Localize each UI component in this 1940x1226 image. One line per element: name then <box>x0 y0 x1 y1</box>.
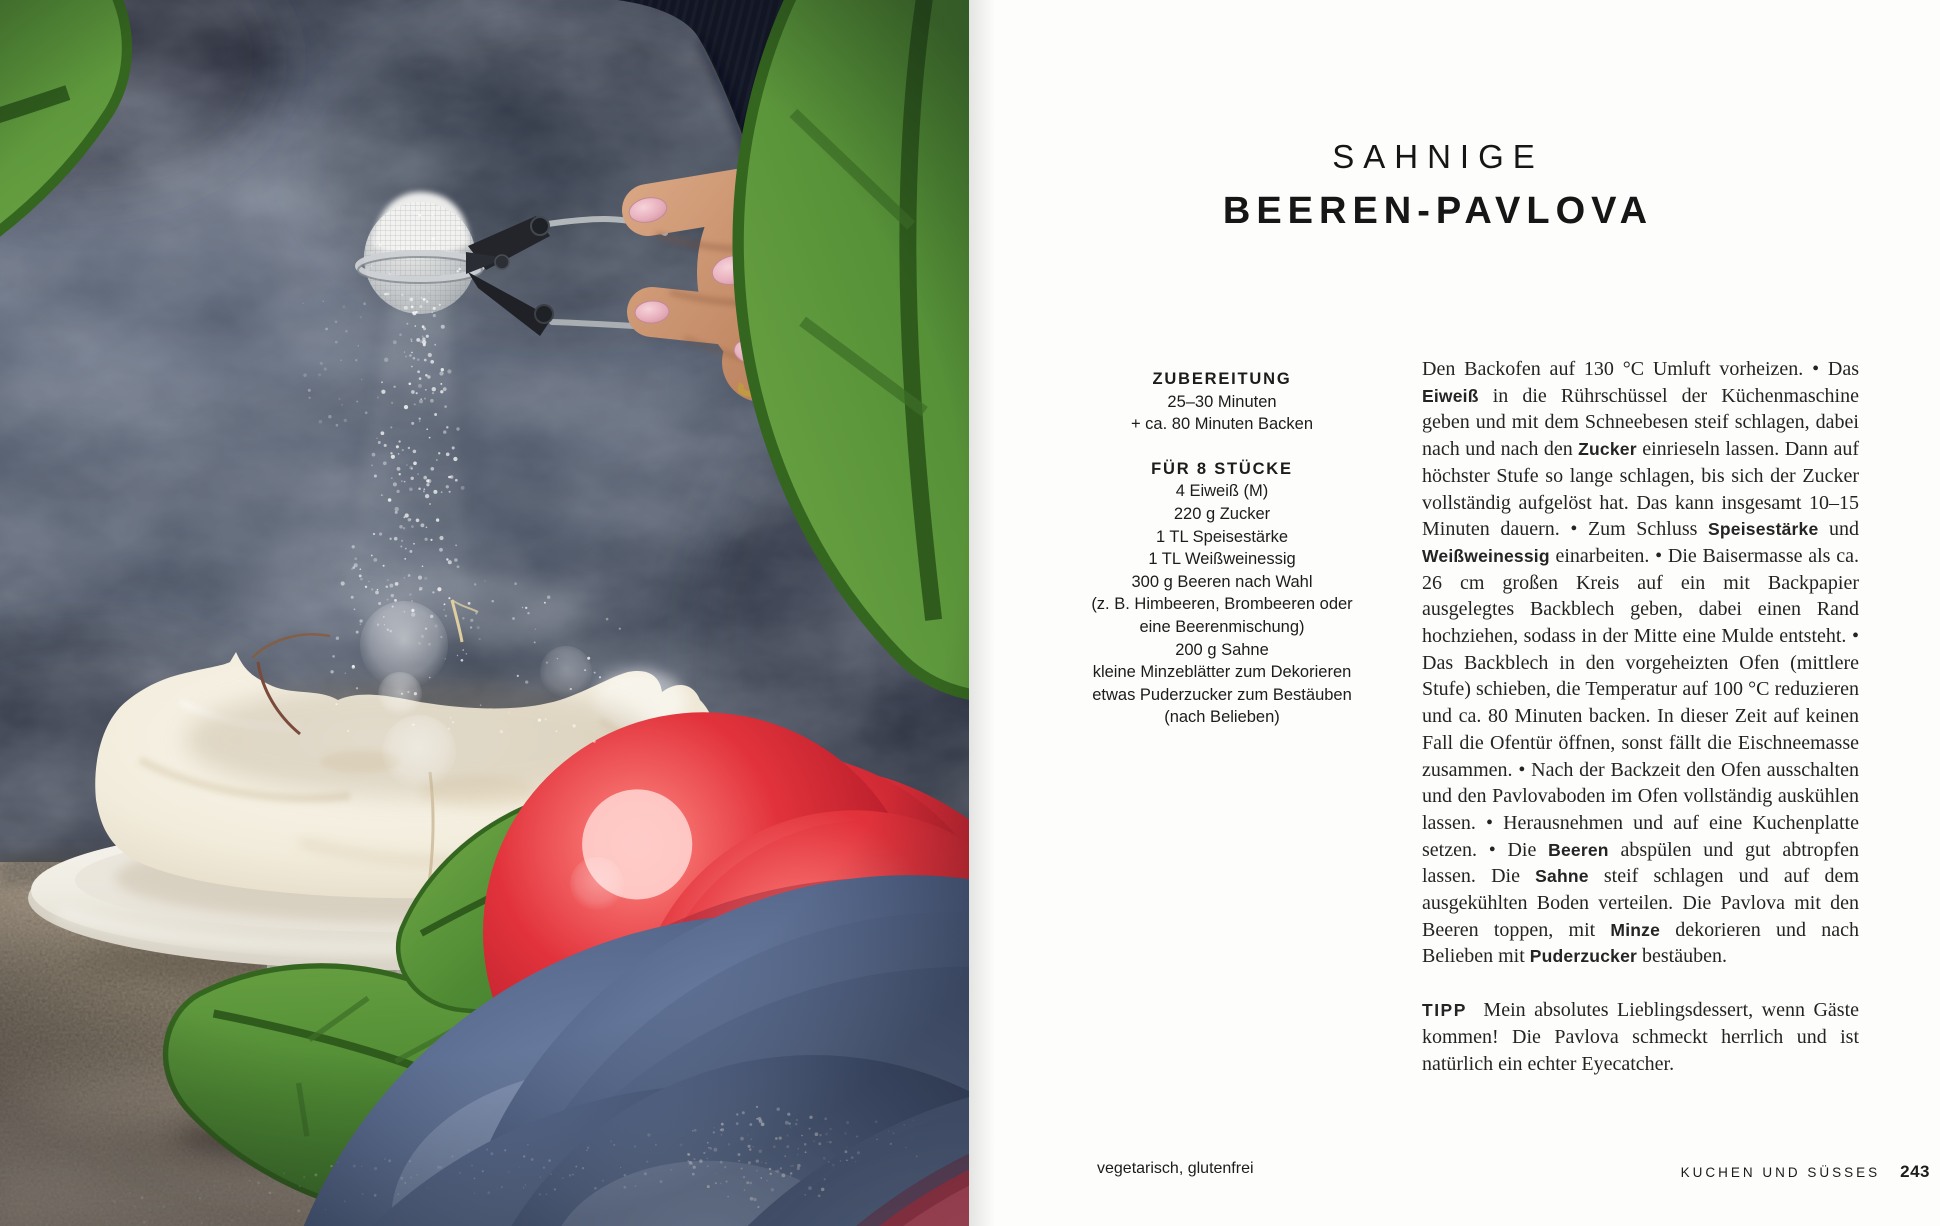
ingredient-line: 300 g Beeren nach Wahl <box>1131 572 1313 591</box>
ingredient-line: 4 Eiweiß (M) <box>1175 482 1269 501</box>
diet-labels: vegetarisch, glutenfrei <box>1097 1160 1254 1177</box>
ingredient-line: 1 TL Weißweinessig <box>1148 550 1296 569</box>
ingredient-line: 1 TL Speisestärke <box>1155 527 1289 546</box>
chapter-footer <box>1681 1162 1930 1182</box>
page-number: 243 <box>1900 1162 1930 1181</box>
instructions-column <box>1422 356 1859 1077</box>
chapter-label: KUCHEN UND SÜSSES <box>1680 1165 1881 1180</box>
ingredient-line: eine Beerenmischung) <box>1139 617 1305 636</box>
ingredient-line: etwas Puderzucker zum Bestäuben <box>1092 685 1352 704</box>
recipe-title: BEEREN-PAVLOVA <box>1222 190 1654 232</box>
pavlova-photo-svg <box>0 0 969 1226</box>
ingredient-line: 220 g Zucker <box>1173 504 1271 523</box>
servings-heading: FÜR 8 STÜCKE <box>1151 459 1293 478</box>
page-gutter-shadow <box>969 0 995 1226</box>
tip-text: TIPP Mein absolutes Lieblingsdessert, wenn Gäste kommen! Die Pavlova schmeckt herrlich und ist natürlich ein echter Eyecatcher. <box>1422 999 1859 1075</box>
ingredient-line: 200 g Sahne <box>1175 640 1269 659</box>
instructions-text: Den Backofen auf 130 °C Umluft vorheizen. • Das Eiweiß in die Rührschüssel der Küchenmaschine geben und mit dem Schneebesen steif schlagen, dabei nach und nach den Zucker einrieseln lassen. Dann auf höchster Stufe so lange schlagen, bis sich der Zucker vollständig aufgelöst hat. Das kann insgesamt 10–15 Minuten dauern. • Zum Schluss Speisestärke und Weißweinessig einarbeiten. • Die Baisermasse als ca. 26 cm großen Kreis auf ein mit Backpapier ausgelegtes Backblech geben, dabei einen Rand hochziehen, sodass in der Mitte eine Mulde entsteht. • Das Backblech in den vorgeheizten Ofen (mittlere Stufe) schieben, die Temperatur auf 100 °C reduzieren und ca. 80 Minuten backen. In dieser Zeit auf keinen Fall die Ofentür öffnen, sonst fällt die Eischneemasse zusammen. • Nach der Backzeit den Ofen ausschalten und den Pavlovaboden im Ofen vollständig auskühlen lassen. • Herausnehmen und auf eine Kuchenplatte setzen. • Die Beeren abspülen und gut abtropfen lassen. Die Sahne steif schlagen und auf dem ausgekühlten Boden verteilen. Die Pavlova mit den Beeren toppen, mit Minze dekorieren und nach Belieben mit Puderzucker bestäuben. <box>1422 358 1860 968</box>
recipe-page <box>969 0 1940 1226</box>
ingredient-list <box>1052 480 1392 729</box>
ingredient-line: (z. B. Himbeeren, Brombeeren oder <box>1091 595 1353 614</box>
pavlova-photo <box>0 0 969 1226</box>
photo-vignette <box>0 0 969 1226</box>
prep-times <box>1052 391 1392 436</box>
ingredient-line: (nach Belieben) <box>1164 708 1280 727</box>
prep-line: 25–30 Minuten <box>1167 392 1277 411</box>
ingredient-line: kleine Minzeblätter zum Dekorieren <box>1092 663 1352 682</box>
recipe-title-kicker: SAHNIGE <box>1332 138 1544 175</box>
prep-line: + ca. 80 Minuten Backen <box>1130 415 1314 434</box>
recipe-title-block <box>1038 138 1838 233</box>
ingredients-sidebar <box>1052 368 1392 729</box>
prep-heading: ZUBEREITUNG <box>1152 370 1292 388</box>
